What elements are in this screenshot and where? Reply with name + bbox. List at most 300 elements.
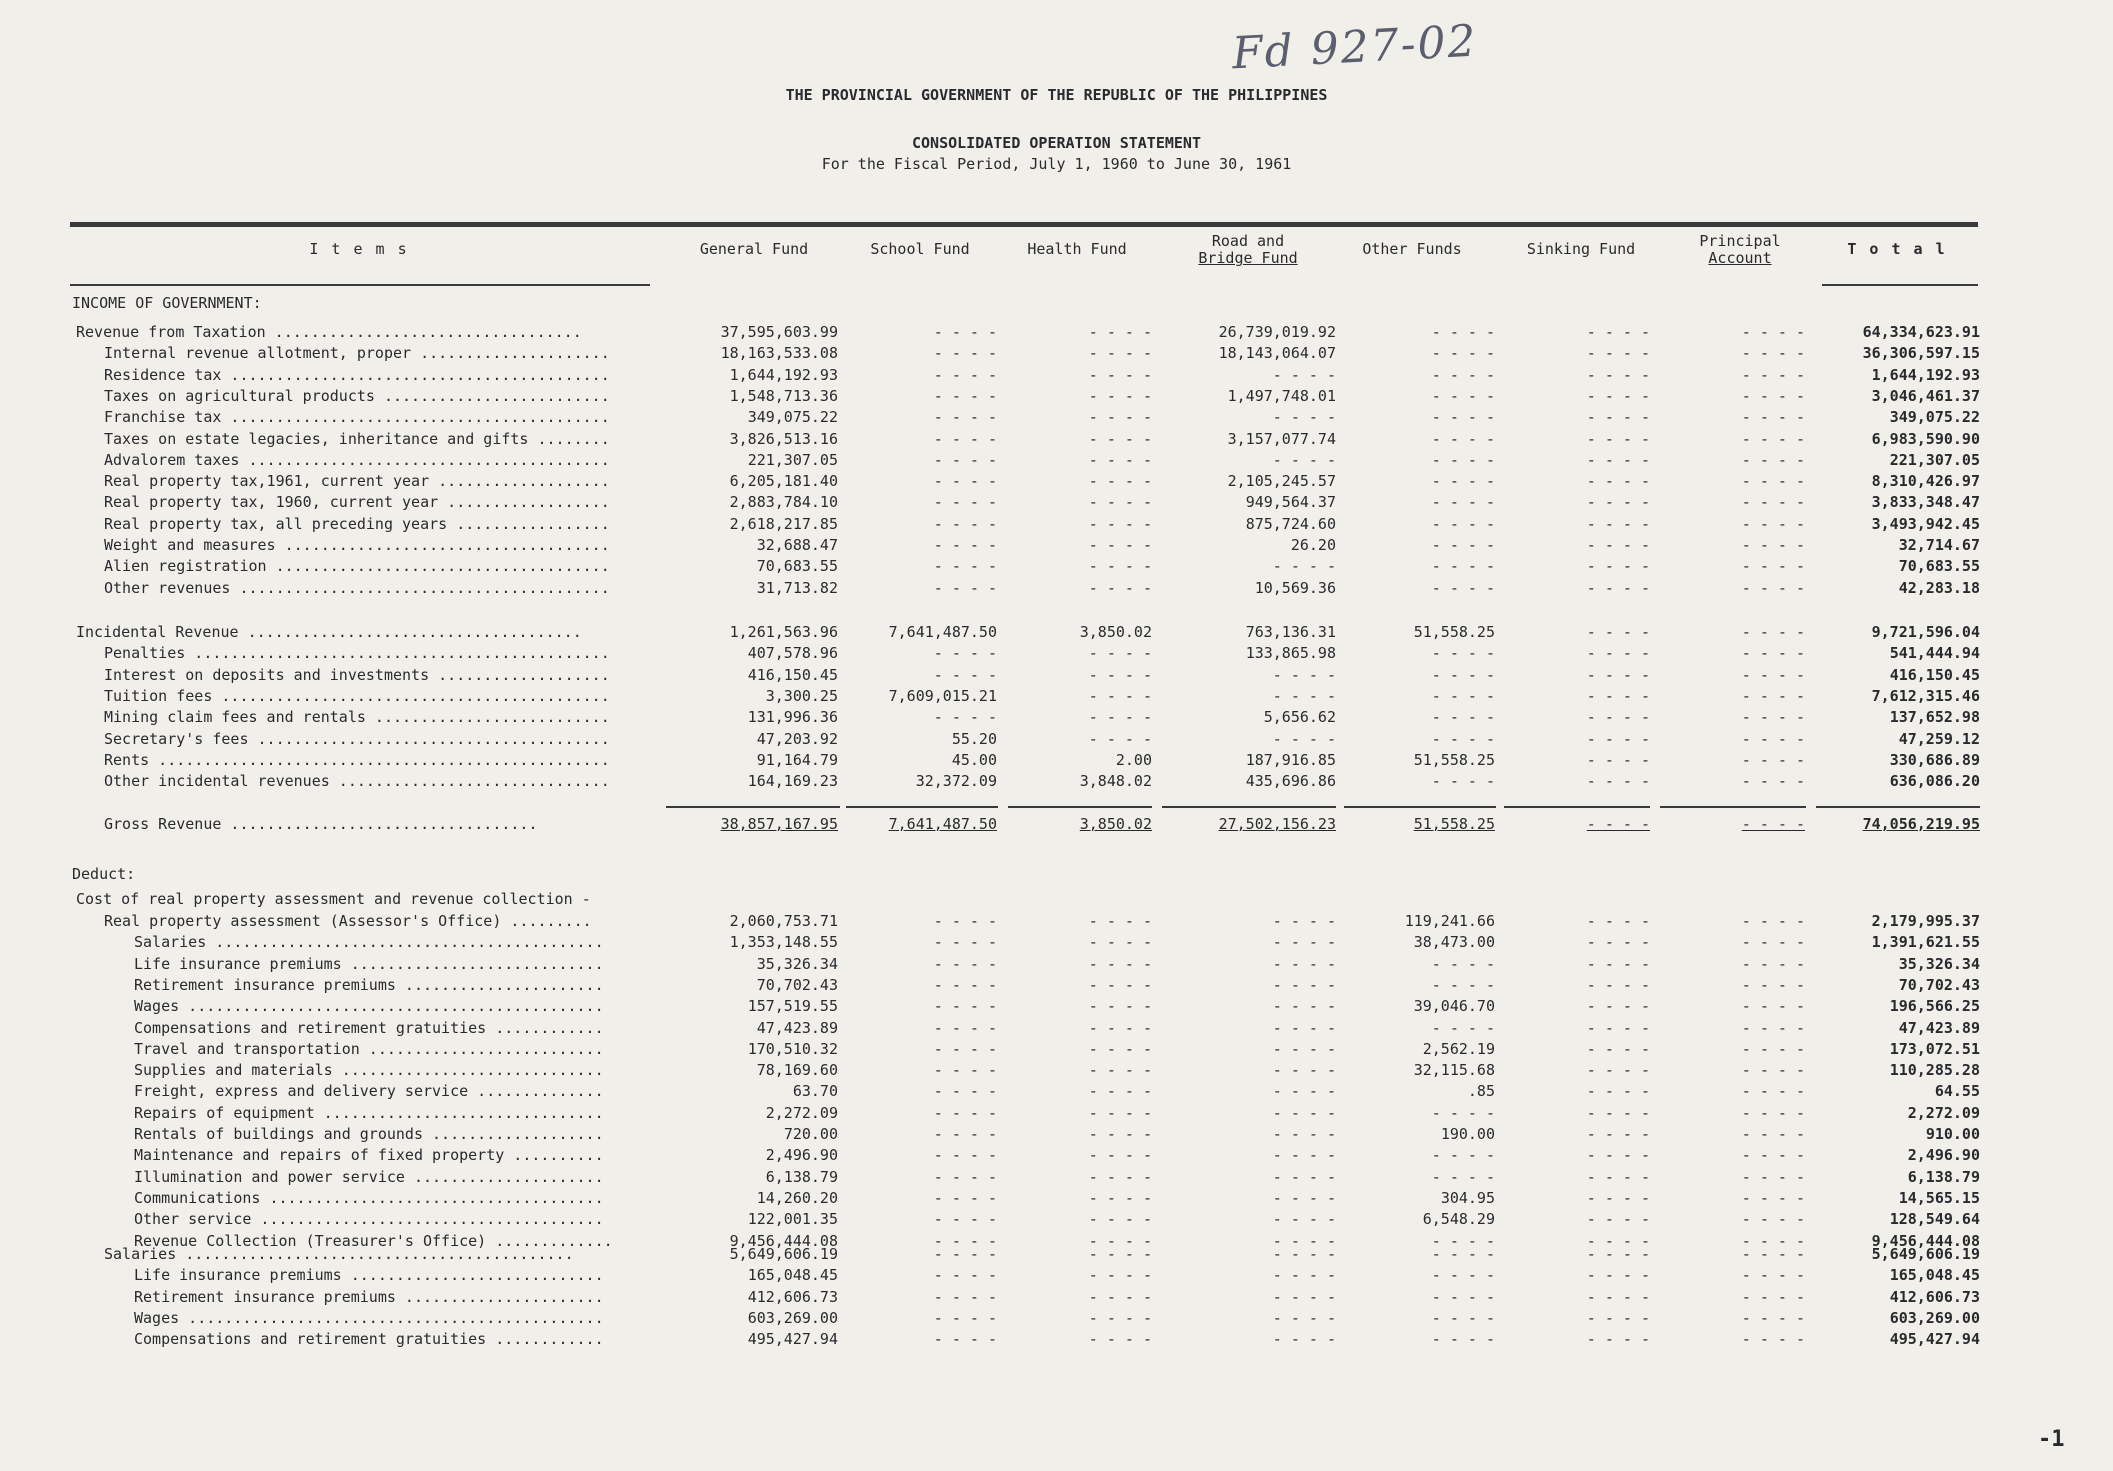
row-value-cell: - - - - — [1088, 665, 1152, 684]
row-value-cell: 2,060,753.71 — [729, 912, 838, 930]
table-row — [0, 1266, 2113, 1288]
table-row — [0, 515, 2113, 537]
row-value-cell: 63.70 — [792, 1082, 838, 1101]
row-total-cell: 36,306,597.15 — [1862, 344, 1980, 363]
row-value-cell: - - - - — [1431, 954, 1495, 973]
row-value-cell: - - - - — [1272, 686, 1336, 705]
row-value-cell: - - - - — [1741, 912, 1805, 930]
header-road-bridge-fund — [1166, 233, 1330, 267]
row-value-cell: - - - - — [1088, 557, 1152, 576]
row-value-cell: 2,105,245.57 — [1227, 472, 1336, 491]
row-value-cell: - - - - — [1272, 365, 1336, 384]
row-value-cell: - - - - — [1586, 623, 1650, 641]
row-value-cell: - - - - — [1088, 644, 1152, 663]
row-value-cell: - - - - — [933, 1167, 997, 1186]
row-value-cell: - - - - — [933, 708, 997, 727]
row-label: Residence tax .......................................... — [104, 365, 610, 384]
row-value-cell: - - - - — [1088, 1103, 1152, 1122]
row-value-cell: 2.00 — [1115, 750, 1152, 769]
row-value-cell: - - - - — [1272, 1146, 1336, 1165]
row-label: Maintenance and repairs of fixed property .......... — [134, 1146, 604, 1165]
row-value-cell: - - - - — [1586, 729, 1650, 748]
row-value-cell: 720.00 — [783, 1125, 838, 1143]
row-value-cell: - - - - — [1088, 536, 1152, 554]
section-income-label: INCOME OF GOVERNMENT: — [72, 294, 262, 312]
row-total-cell: 35,326.34 — [1898, 954, 1980, 973]
row-total-cell: 5,649,606.19 — [1871, 1245, 1980, 1263]
row-value-cell: - - - - — [1741, 644, 1805, 663]
row-value-cell: - - - - — [1431, 1103, 1495, 1122]
table-row — [0, 408, 2113, 430]
row-label: Repairs of equipment ............................... — [134, 1103, 604, 1122]
header-general-fund: General Fund — [699, 240, 809, 258]
row-value-cell: - - - - — [1586, 1287, 1650, 1306]
subtotal-rule — [1344, 806, 1496, 808]
row-value-cell: 304.95 — [1440, 1188, 1495, 1207]
row-value-cell: - - - - — [1586, 708, 1650, 727]
row-label: Real property tax, 1960, current year .................. — [104, 493, 610, 512]
row-label: Penalties .............................................. — [104, 644, 610, 663]
row-label: Wages .............................................. — [134, 997, 604, 1016]
row-value-cell: 26,739,019.92 — [1218, 323, 1336, 341]
table-row — [0, 366, 2113, 388]
row-label: Wages .............................................. — [134, 1308, 604, 1327]
table-row — [0, 1019, 2113, 1041]
row-value-cell: 1,353,148.55 — [729, 933, 838, 952]
row-value-cell: - - - - — [1741, 1210, 1805, 1229]
row-total-cell: 603,269.00 — [1889, 1308, 1980, 1327]
row-value-cell: - - - - — [1741, 1039, 1805, 1058]
row-value-cell: - - - - — [933, 1308, 997, 1327]
row-value-cell: - - - - — [1088, 1082, 1152, 1101]
row-value-cell: - - - - — [1741, 493, 1805, 512]
row-value-cell: - - - - — [1741, 1266, 1805, 1285]
row-value-cell: - - - - — [1088, 1039, 1152, 1058]
row-value-cell: 78,169.60 — [756, 1061, 838, 1080]
row-value-cell: 3,850.02 — [1079, 623, 1152, 641]
section-deduct — [0, 865, 2113, 887]
row-value-cell: - - - - — [1431, 1308, 1495, 1327]
row-total-cell: 2,496.90 — [1907, 1146, 1980, 1165]
header-sinking-fund: Sinking Fund — [1526, 240, 1636, 258]
row-total-cell: 165,048.45 — [1889, 1266, 1980, 1285]
row-value-cell: - - - - — [1272, 1308, 1336, 1327]
row-value-cell: - - - - — [1088, 365, 1152, 384]
row-label: Salaries ........................................... — [104, 1245, 574, 1263]
row-value-cell: - - - - — [1741, 450, 1805, 469]
row-value-cell: 122,001.35 — [747, 1210, 838, 1229]
row-value-cell: - - - - — [1272, 729, 1336, 748]
table-row — [0, 955, 2113, 977]
row-total-cell: 7,612,315.46 — [1871, 686, 1980, 705]
row-value-cell: - - - - — [1741, 1287, 1805, 1306]
row-value-cell: - - - - — [1088, 429, 1152, 448]
row-value-cell: - - - - — [1741, 815, 1805, 833]
row-label: Other service ...................................... — [134, 1210, 604, 1229]
row-value-cell: - - - - — [1586, 997, 1650, 1016]
row-value-cell: - - - - — [1272, 1167, 1336, 1186]
row-value-cell: - - - - — [1741, 472, 1805, 491]
row-value-cell: 190.00 — [1440, 1125, 1495, 1143]
row-value-cell: - - - - — [933, 1188, 997, 1207]
row-label: Secretary's fees ....................................... — [104, 729, 610, 748]
section-deduct-label: Deduct: — [72, 865, 136, 883]
row-value-cell: - - - - — [933, 493, 997, 512]
row-value-cell: 91,164.79 — [756, 750, 838, 769]
section-income — [0, 294, 2113, 316]
row-value-cell: - - - - — [1088, 975, 1152, 994]
row-label: Communications ..................................... — [134, 1188, 604, 1207]
row-value-cell: - - - - — [1431, 578, 1495, 597]
row-value-cell: - - - - — [933, 1061, 997, 1080]
table-row — [0, 493, 2113, 515]
row-value-cell: - - - - — [1431, 1266, 1495, 1285]
row-value-cell: - - - - — [1431, 708, 1495, 727]
row-value-cell: - - - - — [1586, 1082, 1650, 1101]
row-value-cell: - - - - — [1088, 1167, 1152, 1186]
row-value-cell: - - - - — [933, 912, 997, 930]
row-value-cell: 2,496.90 — [765, 1146, 838, 1165]
row-value-cell: - - - - — [1272, 1266, 1336, 1285]
row-value-cell: - - - - — [1586, 1188, 1650, 1207]
row-value-cell: 32,115.68 — [1413, 1061, 1495, 1080]
row-value-cell: 26.20 — [1290, 536, 1336, 554]
table-header — [70, 222, 1978, 293]
table-row — [0, 708, 2113, 730]
row-label: Real property tax,1961, current year ................... — [104, 472, 610, 491]
row-value-cell: 27,502,156.23 — [1218, 815, 1336, 833]
row-value-cell: - - - - — [1586, 578, 1650, 597]
row-value-cell: - - - - — [1741, 1167, 1805, 1186]
row-value-cell: - - - - — [1088, 1308, 1152, 1327]
subtotal-rule — [846, 806, 998, 808]
row-label: Supplies and materials ............................. — [134, 1061, 604, 1080]
row-label: Weight and measures .................................... — [104, 536, 610, 554]
row-value-cell: - - - - — [1272, 997, 1336, 1016]
row-value-cell: - - - - — [1586, 644, 1650, 663]
row-value-cell: - - - - — [933, 344, 997, 363]
row-value-cell: - - - - — [1088, 1018, 1152, 1037]
row-value-cell: - - - - — [1741, 578, 1805, 597]
row-value-cell: - - - - — [1431, 1018, 1495, 1037]
row-value-cell: 349,075.22 — [747, 408, 838, 427]
row-value-cell: - - - - — [1741, 1103, 1805, 1122]
row-value-cell: - - - - — [1741, 1125, 1805, 1143]
row-value-cell: - - - - — [1088, 493, 1152, 512]
row-value-cell: 70,683.55 — [756, 557, 838, 576]
row-value-cell: - - - - — [1586, 1330, 1650, 1349]
row-value-cell: - - - - — [1088, 1210, 1152, 1229]
row-label: Revenue from Taxation .................................. — [76, 323, 582, 341]
row-label: Other revenues ......................................... — [104, 578, 610, 597]
row-value-cell: - - - - — [1741, 1061, 1805, 1080]
row-value-cell: - - - - — [1586, 386, 1650, 405]
header-principal-line: Principal — [1699, 232, 1781, 250]
row-value-cell: - - - - — [933, 1330, 997, 1349]
row-value-cell: - - - - — [1741, 1082, 1805, 1101]
row-value-cell: - - - - — [1586, 954, 1650, 973]
row-value-cell: - - - - — [1088, 408, 1152, 427]
header-total: T o t a l — [1847, 240, 1947, 258]
row-value-cell: - - - - — [1741, 1330, 1805, 1349]
row-value-cell: 3,826,513.16 — [729, 429, 838, 448]
row-value-cell: 45.00 — [951, 750, 997, 769]
row-label: Real property tax, all preceding years ................. — [104, 514, 610, 533]
row-value-cell: - - - - — [1586, 514, 1650, 533]
statement-title: CONSOLIDATED OPERATION STATEMENT — [912, 134, 1201, 152]
row-value-cell: - - - - — [1741, 623, 1805, 641]
row-value-cell: - - - - — [933, 644, 997, 663]
table-row — [0, 1082, 2113, 1104]
row-label: Retirement insurance premiums ...................... — [134, 1287, 604, 1306]
row-value-cell: - - - - — [1586, 344, 1650, 363]
row-value-cell: - - - - — [1272, 1245, 1336, 1263]
row-value-cell: - - - - — [1586, 1245, 1650, 1263]
row-value-cell: - - - - — [1586, 975, 1650, 994]
row-value-cell: 187,916.85 — [1245, 750, 1336, 769]
row-value-cell: - - - - — [933, 1082, 997, 1101]
table-row — [0, 1168, 2113, 1190]
row-value-cell: - - - - — [1741, 997, 1805, 1016]
row-value-cell: - - - - — [1431, 1287, 1495, 1306]
header-bridge-line: Bridge Fund — [1198, 249, 1298, 267]
table-row — [0, 912, 2113, 934]
row-value-cell: - - - - — [1088, 1188, 1152, 1207]
row-value-cell: - - - - — [1586, 772, 1650, 791]
row-total-cell: 74,056,219.95 — [1862, 815, 1980, 833]
header-items: I t e m s — [309, 240, 409, 258]
row-total-cell: 32,714.67 — [1898, 536, 1980, 554]
row-value-cell: 435,696.86 — [1245, 772, 1336, 791]
table-row — [0, 1146, 2113, 1168]
row-value-cell: - - - - — [1586, 408, 1650, 427]
row-value-cell: 70,702.43 — [756, 975, 838, 994]
table-row — [0, 1189, 2113, 1211]
row-value-cell: - - - - — [1431, 408, 1495, 427]
row-value-cell: 10,569.36 — [1254, 578, 1336, 597]
row-value-cell: 170,510.32 — [747, 1039, 838, 1058]
row-value-cell: - - - - — [1272, 1188, 1336, 1207]
header-principal-account — [1670, 233, 1810, 267]
row-total-cell: 412,606.73 — [1889, 1287, 1980, 1306]
table-row — [0, 1245, 2113, 1267]
header-road-line: Road and — [1211, 232, 1285, 250]
row-total-cell: 137,652.98 — [1889, 708, 1980, 727]
row-value-cell: - - - - — [1272, 1039, 1336, 1058]
row-value-cell: - - - - — [1272, 408, 1336, 427]
row-value-cell: - - - - — [1272, 665, 1336, 684]
row-value-cell: - - - - — [1586, 815, 1650, 833]
row-value-cell: - - - - — [1088, 1266, 1152, 1285]
row-total-cell: 416,150.45 — [1889, 665, 1980, 684]
row-total-cell: 64.55 — [1934, 1082, 1980, 1101]
table-row — [0, 666, 2113, 688]
table-row — [0, 623, 2113, 645]
table-row — [0, 772, 2113, 794]
row-value-cell: - - - - — [1272, 975, 1336, 994]
row-value-cell: - - - - — [1586, 1167, 1650, 1186]
table-row — [0, 1210, 2113, 1232]
row-value-cell: - - - - — [933, 1018, 997, 1037]
header-account-line: Account — [1708, 249, 1772, 267]
row-total-cell: 70,683.55 — [1898, 557, 1980, 576]
row-value-cell: - - - - — [1431, 344, 1495, 363]
row-value-cell: 157,519.55 — [747, 997, 838, 1016]
row-value-cell: - - - - — [1586, 1125, 1650, 1143]
row-total-cell: 196,566.25 — [1889, 997, 1980, 1016]
row-value-cell: - - - - — [1586, 1231, 1650, 1250]
row-value-cell: 55.20 — [951, 729, 997, 748]
row-value-cell: 407,578.96 — [747, 644, 838, 663]
row-value-cell: - - - - — [1431, 1245, 1495, 1263]
table-row — [0, 1104, 2113, 1126]
row-value-cell: - - - - — [1088, 912, 1152, 930]
row-value-cell: - - - - — [1741, 365, 1805, 384]
row-value-cell: - - - - — [1431, 975, 1495, 994]
row-label: Compensations and retirement gratuities ............ — [134, 1330, 604, 1349]
row-value-cell: 7,609,015.21 — [888, 686, 997, 705]
row-total-cell: 9,721,596.04 — [1871, 623, 1980, 641]
row-value-cell: - - - - — [1431, 1231, 1495, 1250]
row-value-cell: - - - - — [1586, 1210, 1650, 1229]
table-row — [0, 536, 2113, 558]
subtotal-rule — [1008, 806, 1152, 808]
row-value-cell: - - - - — [1088, 1287, 1152, 1306]
row-value-cell: - - - - — [1431, 686, 1495, 705]
table-row — [0, 1309, 2113, 1331]
row-value-cell: - - - - — [933, 1266, 997, 1285]
row-value-cell: - - - - — [1741, 1146, 1805, 1165]
row-value-cell: 7,641,487.50 — [888, 623, 997, 641]
row-value-cell: 47,203.92 — [756, 729, 838, 748]
row-value-cell: 6,548.29 — [1422, 1210, 1495, 1229]
row-total-cell: 330,686.89 — [1889, 750, 1980, 769]
page-mark: -1 — [2038, 1427, 2065, 1452]
header-health-fund: Health Fund — [1027, 240, 1127, 258]
row-value-cell: 14,260.20 — [756, 1188, 838, 1207]
row-total-cell: 70,702.43 — [1898, 975, 1980, 994]
table-row — [0, 1061, 2113, 1083]
row-value-cell: - - - - — [933, 536, 997, 554]
table-row — [0, 1288, 2113, 1310]
row-value-cell: - - - - — [933, 472, 997, 491]
row-value-cell: - - - - — [933, 1103, 997, 1122]
row-value-cell: - - - - — [1586, 365, 1650, 384]
row-value-cell: - - - - — [1741, 750, 1805, 769]
row-value-cell: - - - - — [1741, 1231, 1805, 1250]
row-label: Franchise tax .......................................... — [104, 408, 610, 427]
row-label: Other incidental revenues .............................. — [104, 772, 610, 791]
row-value-cell: - - - - — [1088, 1245, 1152, 1263]
row-value-cell: - - - - — [1586, 323, 1650, 341]
row-total-cell: 6,138.79 — [1907, 1167, 1980, 1186]
table-row — [0, 557, 2113, 579]
row-value-cell: 7,641,487.50 — [888, 815, 997, 833]
header-rule — [70, 284, 650, 286]
row-total-cell: 1,391,621.55 — [1871, 933, 1980, 952]
row-total-cell: 910.00 — [1925, 1125, 1980, 1143]
row-value-cell: - - - - — [1272, 1103, 1336, 1122]
row-value-cell: 3,300.25 — [765, 686, 838, 705]
table-row — [0, 579, 2113, 601]
row-value-cell: - - - - — [1272, 1082, 1336, 1101]
row-value-cell: - - - - — [1741, 386, 1805, 405]
table-row — [0, 890, 2113, 912]
row-label: Mining claim fees and rentals .......................... — [104, 708, 610, 727]
row-total-cell: 47,423.89 — [1898, 1018, 1980, 1037]
row-value-cell: - - - - — [1088, 997, 1152, 1016]
row-value-cell: - - - - — [1586, 1308, 1650, 1327]
row-value-cell: - - - - — [1741, 1188, 1805, 1207]
row-total-cell: 3,493,942.45 — [1871, 514, 1980, 533]
row-value-cell: - - - - — [933, 514, 997, 533]
subtotal-rule — [1660, 806, 1806, 808]
row-label: Real property assessment (Assessor's Office) ......... — [104, 912, 592, 930]
row-value-cell: - - - - — [1431, 323, 1495, 341]
row-value-cell: - - - - — [933, 1245, 997, 1263]
row-value-cell: - - - - — [1272, 1125, 1336, 1143]
row-value-cell: - - - - — [933, 557, 997, 576]
row-value-cell: - - - - — [1741, 408, 1805, 427]
row-value-cell: 164,169.23 — [747, 772, 838, 791]
row-total-cell: 9,456,444.08 — [1871, 1231, 1980, 1250]
row-value-cell: 119,241.66 — [1404, 912, 1495, 930]
row-value-cell: - - - - — [1741, 323, 1805, 341]
row-value-cell: 35,326.34 — [756, 954, 838, 973]
row-label: Internal revenue allotment, proper ..................... — [104, 344, 610, 363]
row-value-cell: 416,150.45 — [747, 665, 838, 684]
row-value-cell: 6,138.79 — [765, 1167, 838, 1186]
row-value-cell: - - - - — [933, 1231, 997, 1250]
row-value-cell: - - - - — [1741, 954, 1805, 973]
row-value-cell: - - - - — [1272, 1330, 1336, 1349]
row-value-cell: - - - - — [1741, 665, 1805, 684]
row-value-cell: - - - - — [933, 933, 997, 952]
row-value-cell: - - - - — [1741, 975, 1805, 994]
row-value-cell: - - - - — [1431, 450, 1495, 469]
row-value-cell: - - - - — [1088, 578, 1152, 597]
row-label: Compensations and retirement gratuities ............ — [134, 1018, 604, 1037]
row-value-cell: - - - - — [1741, 557, 1805, 576]
row-value-cell: - - - - — [933, 386, 997, 405]
row-value-cell: - - - - — [1088, 933, 1152, 952]
row-value-cell: - - - - — [933, 1039, 997, 1058]
subtotal-rule — [666, 806, 840, 808]
row-value-cell: - - - - — [1272, 954, 1336, 973]
row-value-cell: 2,883,784.10 — [729, 493, 838, 512]
row-value-cell: - - - - — [933, 408, 997, 427]
row-value-cell: - - - - — [1088, 514, 1152, 533]
row-value-cell: 131,996.36 — [747, 708, 838, 727]
row-value-cell: - - - - — [933, 665, 997, 684]
table-row — [0, 387, 2113, 409]
row-value-cell: 1,261,563.96 — [729, 623, 838, 641]
table-row — [0, 430, 2113, 452]
row-total-cell: 3,046,461.37 — [1871, 386, 1980, 405]
row-value-cell: - - - - — [1088, 1125, 1152, 1143]
row-value-cell: 3,850.02 — [1079, 815, 1152, 833]
table-row — [0, 472, 2113, 494]
row-value-cell: - - - - — [933, 429, 997, 448]
row-value-cell: - - - - — [933, 323, 997, 341]
row-value-cell: 3,848.02 — [1079, 772, 1152, 791]
row-label: Revenue Collection (Treasurer's Office) ............. — [134, 1231, 613, 1250]
row-value-cell: - - - - — [1431, 365, 1495, 384]
table-row — [0, 1040, 2113, 1062]
row-value-cell: 763,136.31 — [1245, 623, 1336, 641]
row-value-cell: - - - - — [1272, 557, 1336, 576]
row-value-cell: 603,269.00 — [747, 1308, 838, 1327]
